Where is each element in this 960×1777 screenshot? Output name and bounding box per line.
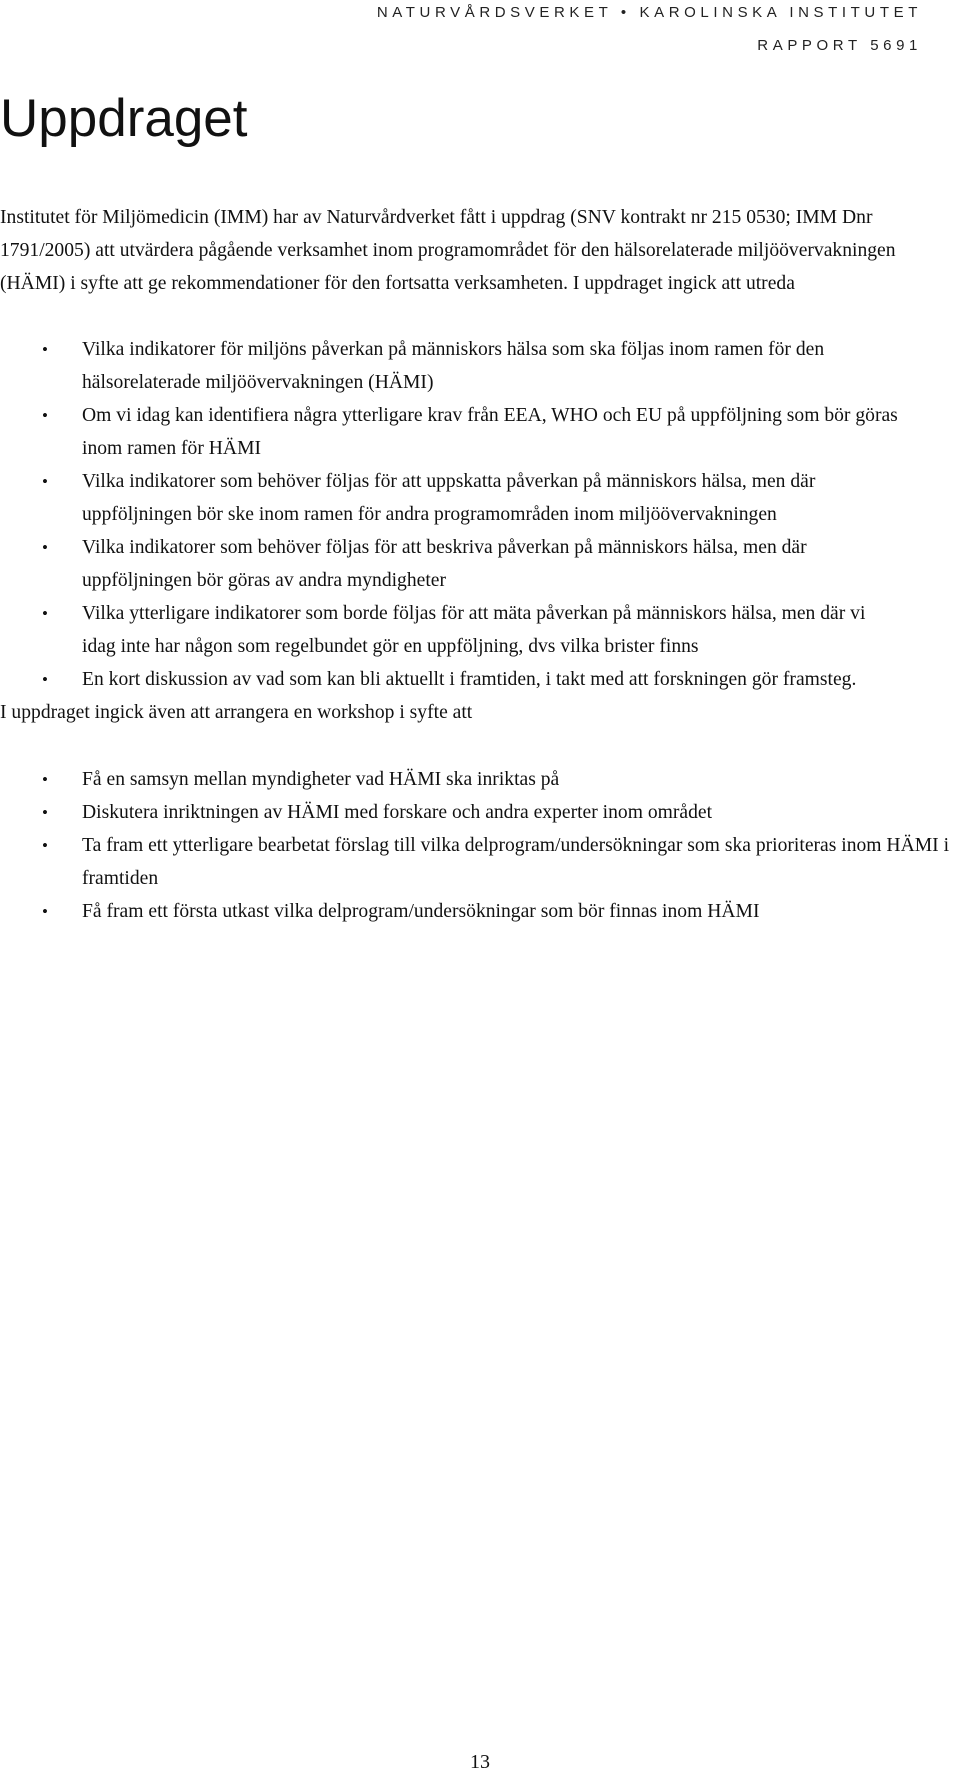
list-item-text: Få fram ett första utkast vilka delprogram/undersökningar som bör finnas inom HÄMI: [82, 901, 760, 922]
bullet-icon: •: [42, 406, 48, 425]
list-item-text: Vilka indikatorer som behöver följas för att beskriva påverkan på människors hälsa, men där uppföljningen bör göras av andra myndigheter: [82, 537, 807, 591]
bullet-icon: •: [42, 604, 48, 623]
list-item-text: Vilka indikatorer för miljöns påverkan på människors hälsa som ska följas inom ramen för den hälsorelaterade miljöövervakningen (HÄMI): [82, 339, 825, 393]
list-item: [0, 895, 960, 928]
bullet-icon: •: [42, 340, 48, 359]
bullet-icon: •: [42, 472, 48, 491]
document-body: [0, 201, 960, 928]
assignment-list: [0, 333, 900, 696]
list-item: [0, 597, 900, 663]
intro-paragraph: Institutet för Miljömedicin (IMM) har av Naturvårdverket fått i uppdrag (SNV kontrakt nr 215 0530; IMM Dnr 1791/2005) att utvärdera pågående verksamhet inom programområdet för den hälsorelaterade miljöövervakningen (HÄMI) i syfte att ge rekommendationer för den fortsatta verksamheten. I uppdraget ingick att utreda: [0, 207, 896, 294]
list-item-text: Diskutera inriktningen av HÄMI med forskare och andra experter inom området: [82, 802, 713, 823]
bullet-icon: •: [42, 538, 48, 557]
list-item: [0, 829, 960, 895]
page-number: [0, 1752, 960, 1772]
list-item-text: Få en samsyn mellan myndigheter vad HÄMI ska inriktas på: [82, 769, 560, 790]
header-report-number: RAPPORT 5691: [757, 37, 922, 54]
list-item: [0, 663, 900, 696]
bullet-icon: •: [42, 770, 48, 789]
bullet-icon: •: [42, 670, 48, 689]
page-title: Uppdraget: [0, 89, 248, 148]
workshop-paragraph: I uppdraget ingick även att arrangera en workshop i syfte att: [0, 702, 473, 723]
bullet-icon: •: [42, 902, 48, 921]
list-item: [0, 399, 900, 465]
list-item-text: Vilka ytterligare indikatorer som borde följas för att mäta påverkan på människors hälsa, men där vi idag inte har någon som regelbundet gör en uppföljning, dvs vilka brister finns: [82, 603, 866, 657]
list-item-text: Vilka indikatorer som behöver följas för att uppskatta påverkan på människors hälsa, men där uppföljningen bör ske inom ramen för andra programområden inom miljöövervakningen: [82, 471, 816, 525]
header-publisher: NATURVÅRDSVERKET • KAROLINSKA INSTITUTET: [376, 4, 922, 21]
list-item: [0, 796, 960, 829]
list-item-text: En kort diskussion av vad som kan bli aktuellt i framtiden, i takt med att forskningen gör framsteg.: [82, 669, 857, 690]
list-item: [0, 763, 960, 796]
list-item: [0, 333, 900, 399]
list-item-text: Om vi idag kan identifiera några ytterligare krav från EEA, WHO och EU på uppföljning som bör göras inom ramen för HÄMI: [82, 405, 898, 459]
list-item-text: Ta fram ett ytterligare bearbetat förslag till vilka delprogram/undersökningar som ska prioriteras inom HÄMI i framtiden: [82, 835, 950, 889]
list-item: [0, 531, 900, 597]
bullet-icon: •: [42, 836, 48, 855]
page-number-text: 13: [470, 1751, 490, 1773]
workshop-list: [0, 763, 960, 928]
bullet-icon: •: [42, 803, 48, 822]
list-item: [0, 465, 900, 531]
